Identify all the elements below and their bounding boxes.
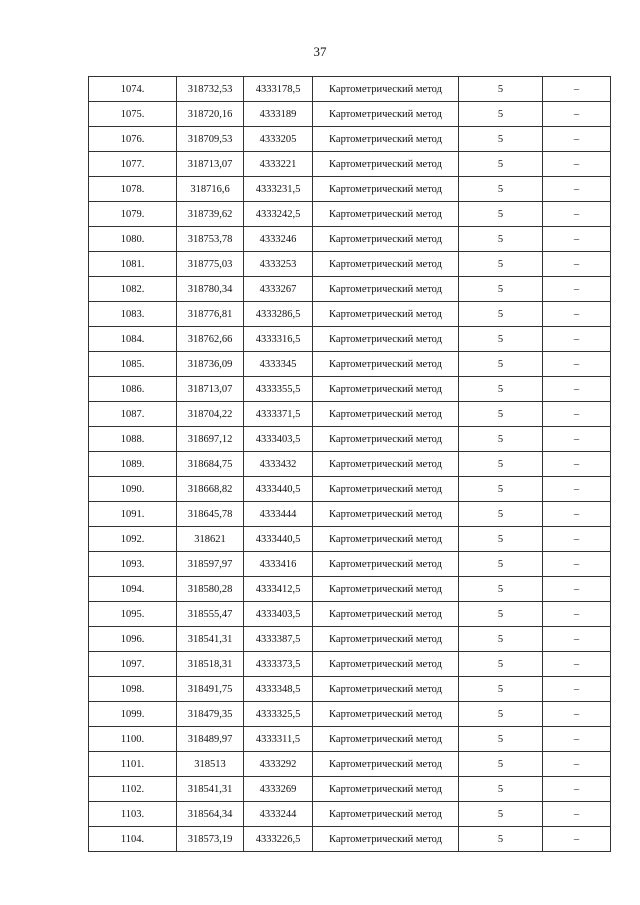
table-row (89, 527, 611, 552)
table-row (89, 352, 611, 377)
x-coordinate-cell: 318541,31 (177, 777, 244, 802)
point-number-cell: 1099. (89, 702, 177, 727)
accuracy-cell: 5 (459, 452, 543, 477)
y-coordinate-cell: 4333189 (244, 102, 313, 127)
table-row (89, 577, 611, 602)
x-coordinate-cell: 318713,07 (177, 377, 244, 402)
x-coordinate-cell: 318704,22 (177, 402, 244, 427)
note-cell: – (543, 127, 611, 152)
y-coordinate-cell: 4333269 (244, 777, 313, 802)
method-cell: Картометрический метод (313, 702, 459, 727)
table-row (89, 652, 611, 677)
note-cell: – (543, 502, 611, 527)
accuracy-cell: 5 (459, 727, 543, 752)
table-row (89, 602, 611, 627)
y-coordinate-cell: 4333292 (244, 752, 313, 777)
table-row (89, 227, 611, 252)
table-row (89, 77, 611, 102)
accuracy-cell: 5 (459, 127, 543, 152)
point-number-cell: 1085. (89, 352, 177, 377)
x-coordinate-cell: 318720,16 (177, 102, 244, 127)
method-cell: Картометрический метод (313, 552, 459, 577)
note-cell: – (543, 327, 611, 352)
point-number-cell: 1079. (89, 202, 177, 227)
y-coordinate-cell: 4333355,5 (244, 377, 313, 402)
note-cell: – (543, 802, 611, 827)
x-coordinate-cell: 318555,47 (177, 602, 244, 627)
x-coordinate-cell: 318645,78 (177, 502, 244, 527)
method-cell: Картометрический метод (313, 377, 459, 402)
note-cell: – (543, 702, 611, 727)
note-cell: – (543, 402, 611, 427)
y-coordinate-cell: 4333416 (244, 552, 313, 577)
method-cell: Картометрический метод (313, 252, 459, 277)
point-number-cell: 1094. (89, 577, 177, 602)
y-coordinate-cell: 4333373,5 (244, 652, 313, 677)
x-coordinate-cell: 318775,03 (177, 252, 244, 277)
point-number-cell: 1090. (89, 477, 177, 502)
point-number-cell: 1083. (89, 302, 177, 327)
table-row (89, 727, 611, 752)
x-coordinate-cell: 318621 (177, 527, 244, 552)
point-number-cell: 1075. (89, 102, 177, 127)
method-cell: Картометрический метод (313, 152, 459, 177)
method-cell: Картометрический метод (313, 602, 459, 627)
table-row (89, 127, 611, 152)
accuracy-cell: 5 (459, 302, 543, 327)
x-coordinate-cell: 318518,31 (177, 652, 244, 677)
accuracy-cell: 5 (459, 552, 543, 577)
point-number-cell: 1095. (89, 602, 177, 627)
table-row (89, 252, 611, 277)
y-coordinate-cell: 4333316,5 (244, 327, 313, 352)
x-coordinate-cell: 318732,53 (177, 77, 244, 102)
accuracy-cell: 5 (459, 77, 543, 102)
note-cell: – (543, 527, 611, 552)
point-number-cell: 1084. (89, 327, 177, 352)
method-cell: Картометрический метод (313, 627, 459, 652)
y-coordinate-cell: 4333371,5 (244, 402, 313, 427)
method-cell: Картометрический метод (313, 502, 459, 527)
table-row (89, 177, 611, 202)
y-coordinate-cell: 4333226,5 (244, 827, 313, 852)
accuracy-cell: 5 (459, 677, 543, 702)
table-row (89, 752, 611, 777)
note-cell: – (543, 477, 611, 502)
y-coordinate-cell: 4333440,5 (244, 477, 313, 502)
x-coordinate-cell: 318573,19 (177, 827, 244, 852)
y-coordinate-cell: 4333244 (244, 802, 313, 827)
accuracy-cell: 5 (459, 702, 543, 727)
note-cell: – (543, 627, 611, 652)
x-coordinate-cell: 318489,97 (177, 727, 244, 752)
method-cell: Картометрический метод (313, 202, 459, 227)
point-number-cell: 1091. (89, 502, 177, 527)
table-row (89, 427, 611, 452)
x-coordinate-cell: 318684,75 (177, 452, 244, 477)
note-cell: – (543, 752, 611, 777)
y-coordinate-cell: 4333403,5 (244, 427, 313, 452)
accuracy-cell: 5 (459, 102, 543, 127)
accuracy-cell: 5 (459, 252, 543, 277)
point-number-cell: 1100. (89, 727, 177, 752)
note-cell: – (543, 552, 611, 577)
x-coordinate-cell: 318762,66 (177, 327, 244, 352)
y-coordinate-cell: 4333325,5 (244, 702, 313, 727)
method-cell: Картометрический метод (313, 827, 459, 852)
method-cell: Картометрический метод (313, 677, 459, 702)
point-number-cell: 1080. (89, 227, 177, 252)
table-row (89, 802, 611, 827)
y-coordinate-cell: 4333345 (244, 352, 313, 377)
x-coordinate-cell: 318697,12 (177, 427, 244, 452)
accuracy-cell: 5 (459, 402, 543, 427)
method-cell: Картометрический метод (313, 652, 459, 677)
x-coordinate-cell: 318580,28 (177, 577, 244, 602)
note-cell: – (543, 152, 611, 177)
method-cell: Картометрический метод (313, 452, 459, 477)
note-cell: – (543, 302, 611, 327)
x-coordinate-cell: 318491,75 (177, 677, 244, 702)
x-coordinate-cell: 318541,31 (177, 627, 244, 652)
point-number-cell: 1098. (89, 677, 177, 702)
point-number-cell: 1092. (89, 527, 177, 552)
note-cell: – (543, 427, 611, 452)
x-coordinate-cell: 318597,97 (177, 552, 244, 577)
coordinates-table-body (89, 77, 611, 852)
x-coordinate-cell: 318709,53 (177, 127, 244, 152)
point-number-cell: 1078. (89, 177, 177, 202)
table-row (89, 452, 611, 477)
method-cell: Картометрический метод (313, 302, 459, 327)
note-cell: – (543, 177, 611, 202)
point-number-cell: 1101. (89, 752, 177, 777)
table-row (89, 202, 611, 227)
y-coordinate-cell: 4333246 (244, 227, 313, 252)
table-row (89, 702, 611, 727)
accuracy-cell: 5 (459, 827, 543, 852)
x-coordinate-cell: 318668,82 (177, 477, 244, 502)
table-row (89, 677, 611, 702)
y-coordinate-cell: 4333412,5 (244, 577, 313, 602)
coordinates-table (88, 76, 611, 852)
method-cell: Картометрический метод (313, 177, 459, 202)
accuracy-cell: 5 (459, 752, 543, 777)
accuracy-cell: 5 (459, 177, 543, 202)
y-coordinate-cell: 4333231,5 (244, 177, 313, 202)
accuracy-cell: 5 (459, 652, 543, 677)
method-cell: Картометрический метод (313, 227, 459, 252)
x-coordinate-cell: 318713,07 (177, 152, 244, 177)
method-cell: Картометрический метод (313, 327, 459, 352)
note-cell: – (543, 777, 611, 802)
y-coordinate-cell: 4333221 (244, 152, 313, 177)
y-coordinate-cell: 4333403,5 (244, 602, 313, 627)
page-number: 37 (313, 44, 327, 59)
point-number-cell: 1096. (89, 627, 177, 652)
y-coordinate-cell: 4333432 (244, 452, 313, 477)
point-number-cell: 1104. (89, 827, 177, 852)
method-cell: Картометрический метод (313, 402, 459, 427)
point-number-cell: 1077. (89, 152, 177, 177)
x-coordinate-cell: 318513 (177, 752, 244, 777)
table-row (89, 627, 611, 652)
x-coordinate-cell: 318753,78 (177, 227, 244, 252)
point-number-cell: 1082. (89, 277, 177, 302)
accuracy-cell: 5 (459, 352, 543, 377)
x-coordinate-cell: 318564,34 (177, 802, 244, 827)
point-number-cell: 1093. (89, 552, 177, 577)
point-number-cell: 1081. (89, 252, 177, 277)
accuracy-cell: 5 (459, 777, 543, 802)
table-row (89, 277, 611, 302)
method-cell: Картометрический метод (313, 427, 459, 452)
point-number-cell: 1097. (89, 652, 177, 677)
accuracy-cell: 5 (459, 577, 543, 602)
accuracy-cell: 5 (459, 202, 543, 227)
method-cell: Картометрический метод (313, 477, 459, 502)
method-cell: Картометрический метод (313, 802, 459, 827)
table-row (89, 777, 611, 802)
accuracy-cell: 5 (459, 802, 543, 827)
x-coordinate-cell: 318776,81 (177, 302, 244, 327)
method-cell: Картометрический метод (313, 527, 459, 552)
y-coordinate-cell: 4333387,5 (244, 627, 313, 652)
y-coordinate-cell: 4333444 (244, 502, 313, 527)
method-cell: Картометрический метод (313, 127, 459, 152)
y-coordinate-cell: 4333253 (244, 252, 313, 277)
y-coordinate-cell: 4333178,5 (244, 77, 313, 102)
table-row (89, 477, 611, 502)
y-coordinate-cell: 4333205 (244, 127, 313, 152)
note-cell: – (543, 452, 611, 477)
note-cell: – (543, 727, 611, 752)
note-cell: – (543, 827, 611, 852)
note-cell: – (543, 77, 611, 102)
accuracy-cell: 5 (459, 277, 543, 302)
accuracy-cell: 5 (459, 427, 543, 452)
y-coordinate-cell: 4333440,5 (244, 527, 313, 552)
note-cell: – (543, 677, 611, 702)
accuracy-cell: 5 (459, 327, 543, 352)
note-cell: – (543, 602, 611, 627)
method-cell: Картометрический метод (313, 752, 459, 777)
point-number-cell: 1103. (89, 802, 177, 827)
x-coordinate-cell: 318780,34 (177, 277, 244, 302)
table-row (89, 327, 611, 352)
note-cell: – (543, 652, 611, 677)
note-cell: – (543, 352, 611, 377)
method-cell: Картометрический метод (313, 777, 459, 802)
method-cell: Картометрический метод (313, 277, 459, 302)
table-row (89, 827, 611, 852)
x-coordinate-cell: 318716,6 (177, 177, 244, 202)
method-cell: Картометрический метод (313, 577, 459, 602)
accuracy-cell: 5 (459, 477, 543, 502)
point-number-cell: 1089. (89, 452, 177, 477)
method-cell: Картометрический метод (313, 727, 459, 752)
point-number-cell: 1087. (89, 402, 177, 427)
accuracy-cell: 5 (459, 227, 543, 252)
table-row (89, 152, 611, 177)
note-cell: – (543, 252, 611, 277)
method-cell: Картометрический метод (313, 102, 459, 127)
note-cell: – (543, 202, 611, 227)
method-cell: Картометрический метод (313, 77, 459, 102)
accuracy-cell: 5 (459, 502, 543, 527)
note-cell: – (543, 277, 611, 302)
x-coordinate-cell: 318736,09 (177, 352, 244, 377)
accuracy-cell: 5 (459, 527, 543, 552)
table-row (89, 102, 611, 127)
note-cell: – (543, 377, 611, 402)
accuracy-cell: 5 (459, 602, 543, 627)
note-cell: – (543, 577, 611, 602)
y-coordinate-cell: 4333267 (244, 277, 313, 302)
x-coordinate-cell: 318739,62 (177, 202, 244, 227)
point-number-cell: 1086. (89, 377, 177, 402)
point-number-cell: 1088. (89, 427, 177, 452)
point-number-cell: 1076. (89, 127, 177, 152)
accuracy-cell: 5 (459, 377, 543, 402)
accuracy-cell: 5 (459, 627, 543, 652)
y-coordinate-cell: 4333286,5 (244, 302, 313, 327)
point-number-cell: 1102. (89, 777, 177, 802)
table-row (89, 552, 611, 577)
note-cell: – (543, 102, 611, 127)
table-row (89, 377, 611, 402)
method-cell: Картометрический метод (313, 352, 459, 377)
y-coordinate-cell: 4333348,5 (244, 677, 313, 702)
accuracy-cell: 5 (459, 152, 543, 177)
x-coordinate-cell: 318479,35 (177, 702, 244, 727)
table-row (89, 502, 611, 527)
point-number-cell: 1074. (89, 77, 177, 102)
note-cell: – (543, 227, 611, 252)
table-row (89, 302, 611, 327)
y-coordinate-cell: 4333242,5 (244, 202, 313, 227)
table-row (89, 402, 611, 427)
y-coordinate-cell: 4333311,5 (244, 727, 313, 752)
